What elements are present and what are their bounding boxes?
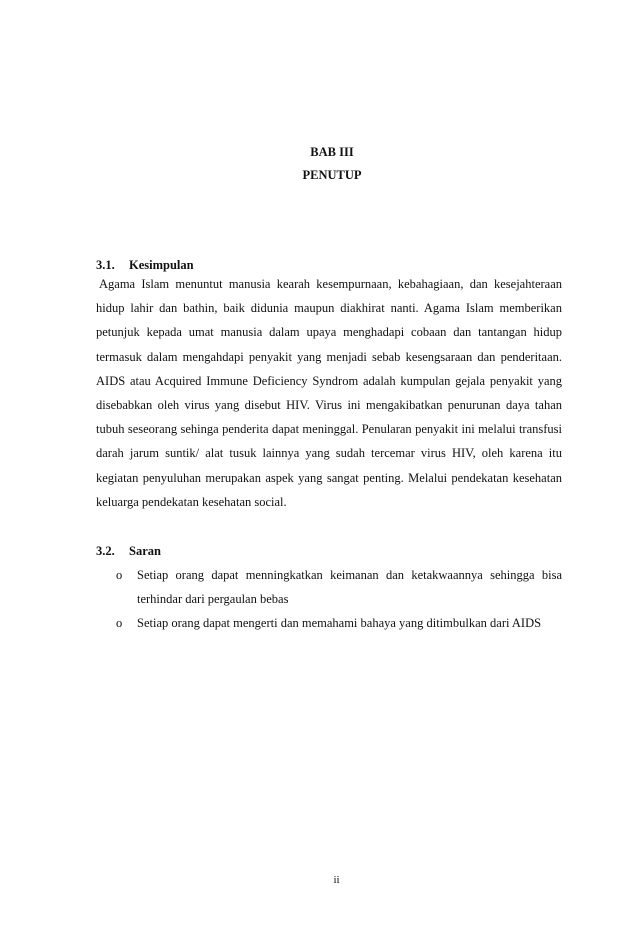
bullet-icon: o (116, 568, 123, 582)
suggestion-list (96, 563, 562, 635)
section-number: 3.1. (96, 258, 115, 272)
section-heading-saran (96, 544, 161, 559)
section-heading-kesimpulan (96, 258, 194, 273)
chapter-title: PENUTUP (302, 168, 362, 182)
list-item-text: Setiap orang dapat menningkatkan keimanan dan ketakwaannya sehingga bisa terhindar dari pergaulan bebas (137, 568, 562, 606)
page-number: ii (333, 874, 340, 886)
list-item (96, 611, 562, 635)
conclusion-paragraph: Agama Islam menuntut manusia kearah kesempurnaan, kebahagiaan, dan kesejahteraan hidup lahir dan bathin, baik didunia maupun diakhirat nanti. Agama Islam memberikan petunjuk kepada umat manusia dalam upaya menghadapi cobaan dan tantangan hidup termasuk dalam mengahdapi penyakit yang menjadi sebab kesengsaraan dan penderitaan. AIDS atau Acquired Immune Deficiency Syndrom adalah kumpulan gejala penyakit yang disebabkan oleh virus yang disebut HIV. Virus ini mengakibatkan penurunan daya tahan tubuh seseorang sehinga penderita dapat meninggal. Penularan penyakit ini melalui transfusi darah jarum suntik/ alat tusuk lainnya yang sudah tercemar virus HIV, oleh karena itu kegiatan penyuluhan merupakan aspek yang sangat penting. Melalui pendekatan kesehatan keluarga pendekatan kesehatan social. (96, 277, 562, 509)
section-number: 3.2. (96, 544, 115, 558)
list-item (96, 563, 562, 611)
list-item-text: Setiap orang dapat mengerti dan memahami bahaya yang ditimbulkan dari AIDS (137, 616, 542, 630)
bullet-icon: o (116, 616, 123, 630)
section-title: Kesimpulan (129, 258, 194, 272)
section-title: Saran (129, 544, 161, 558)
chapter-label: BAB III (310, 145, 354, 159)
